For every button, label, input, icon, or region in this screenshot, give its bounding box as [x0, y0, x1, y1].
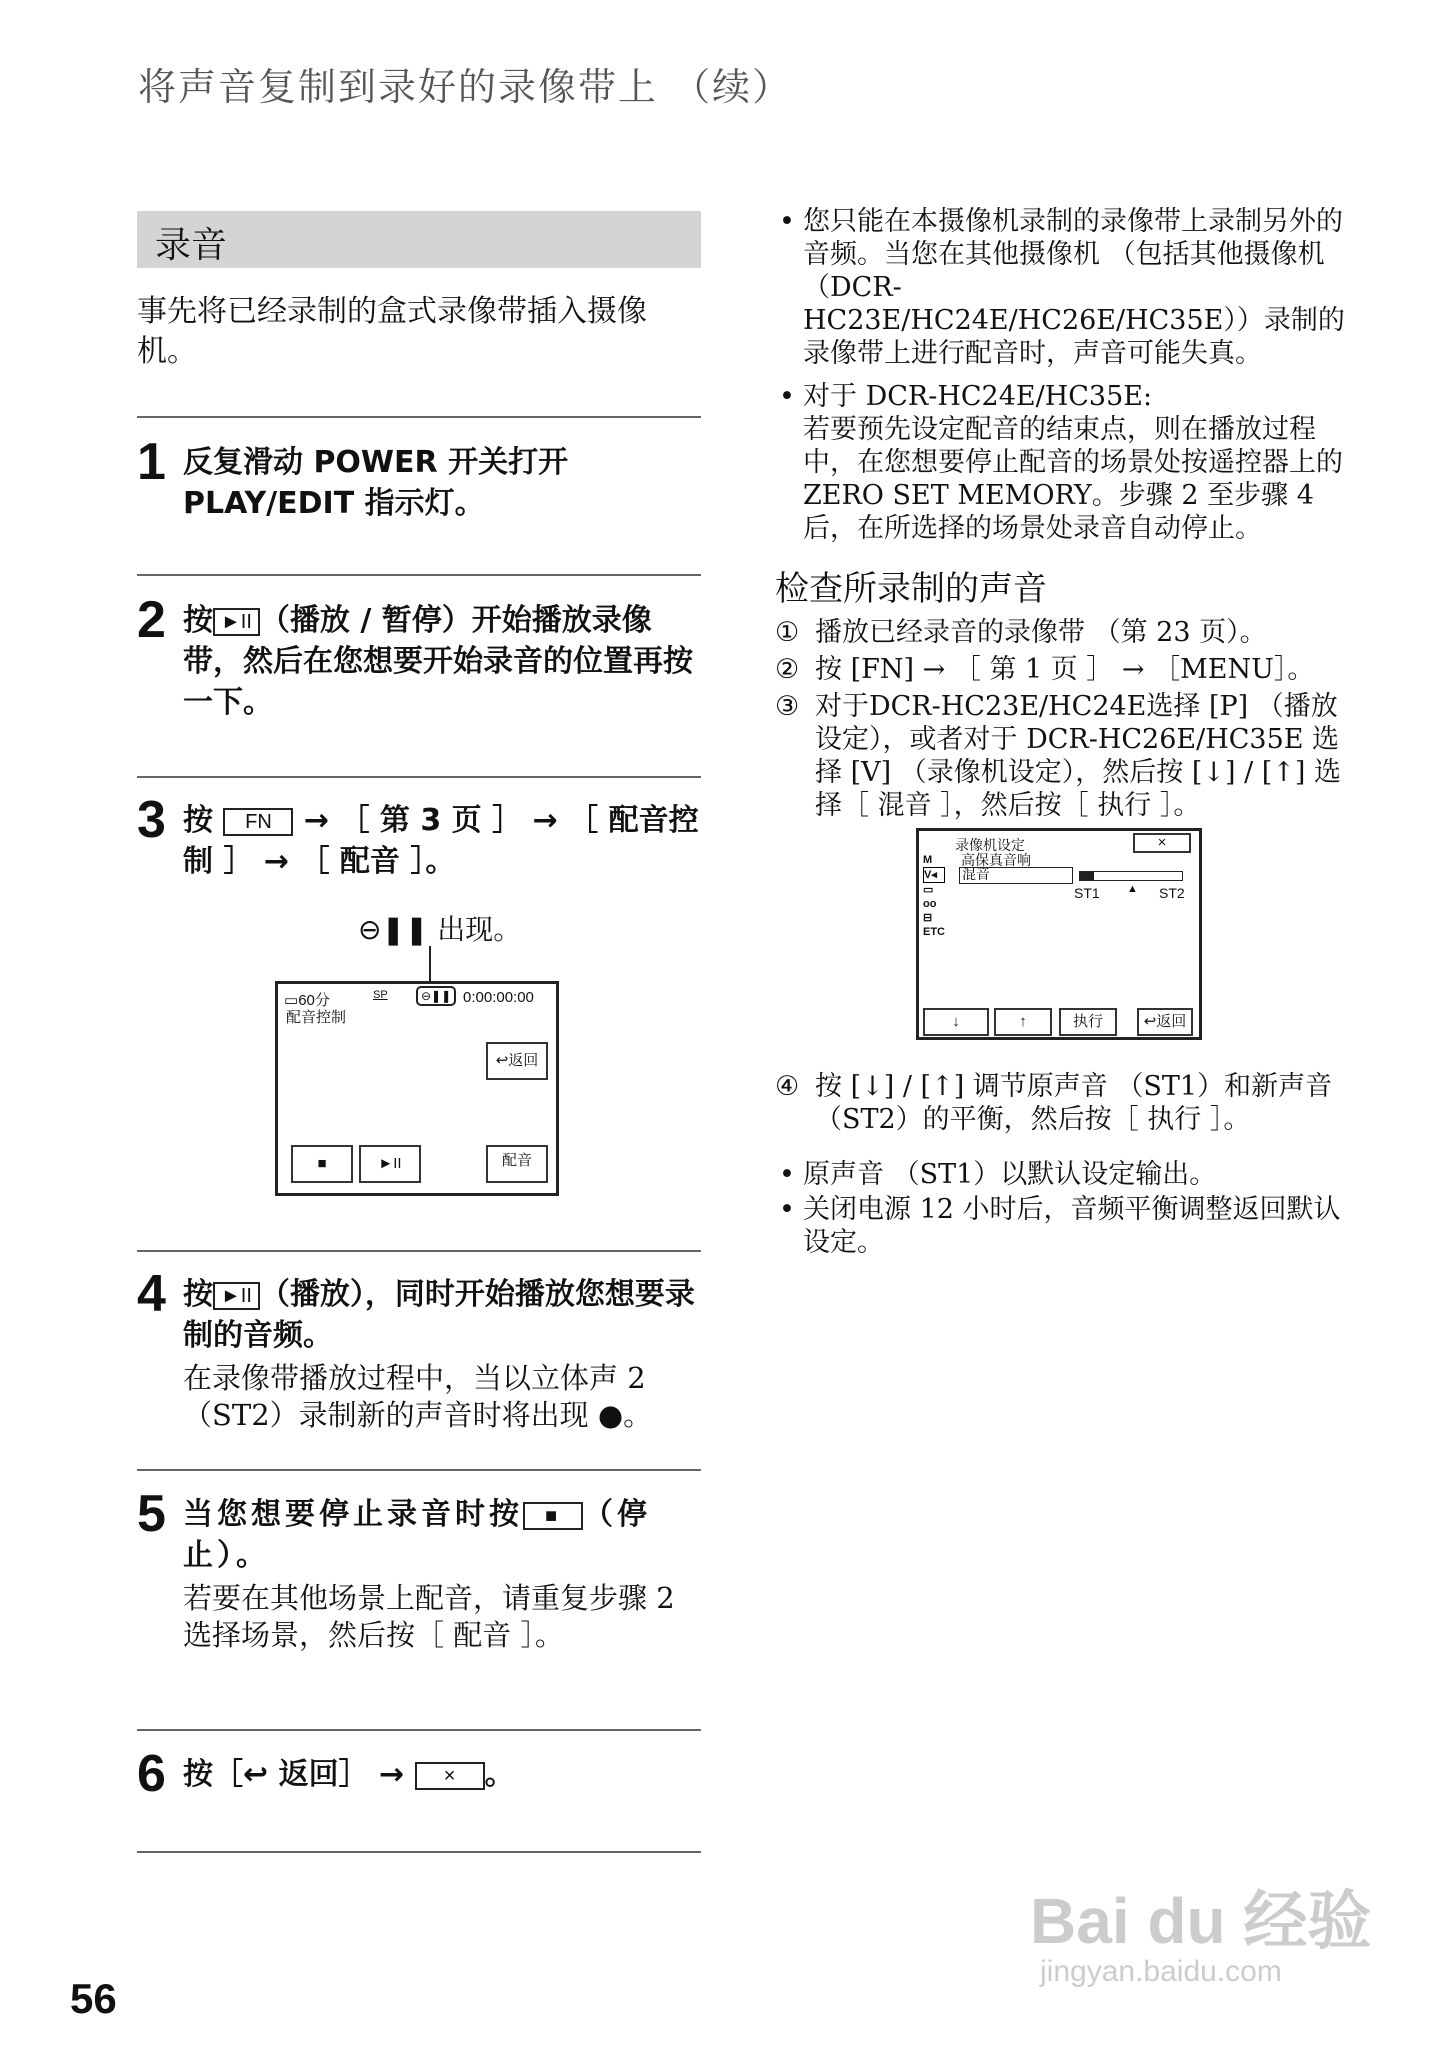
- step-note: 若要在其他场景上配音，请重复步骤 2 选择场景，然后按［ 配音 ］。: [183, 1581, 675, 1652]
- step-number: 2: [137, 591, 166, 649]
- note-bullet: • 原声音 （ST1）以默认设定输出。: [775, 1158, 1345, 1191]
- menu-title: 录像机设定: [955, 837, 1025, 853]
- execute-button[interactable]: 执行: [1059, 1008, 1117, 1036]
- vcr-settings-icon: V◂: [923, 867, 945, 883]
- note-bullet: • 关闭电源 12 小时后，音频平衡调整返回默认设定。: [775, 1193, 1345, 1259]
- step-text: 当您想要停止录音时按: [183, 1497, 523, 1532]
- toolbox-icon: ⊟: [923, 912, 933, 924]
- step-number: 4: [137, 1265, 166, 1323]
- step-2: [137, 590, 701, 723]
- step-number: 5: [137, 1485, 166, 1543]
- lcd-menu-screen: [916, 828, 1202, 1040]
- section-title: 录音: [137, 211, 701, 268]
- stop-button[interactable]: ■: [291, 1145, 353, 1183]
- battery-indicator: ▭60分: [284, 992, 330, 1009]
- fn-key: FN: [223, 808, 293, 836]
- step-text: 按: [183, 1277, 213, 1312]
- note-bullet: • 对于 DCR-HC24E/HC35E: 若要预先设定配音的结束点，则在播放过程中，在您想要停止配音的场景处按遥控器上的 ZERO SET MEMORY。步骤 2 至步骤 4 后，在所选择的场景处录音自动停止。: [775, 380, 1345, 545]
- check-step: ① 播放已经录音的录像带 （第 23 页）。: [775, 617, 1267, 648]
- divider: [137, 1250, 701, 1252]
- step-note: 在录像带播放过程中，当以立体声 2（ST2）录制新的声音时将出现 ●。: [183, 1361, 653, 1432]
- play-key: ►II: [213, 1282, 260, 1310]
- step-text: （停止）。: [183, 1497, 651, 1573]
- watermark-logo: Bai du 经验: [1030, 1885, 1372, 1957]
- divider: [137, 416, 701, 418]
- callout: [358, 908, 521, 948]
- play-pause-key: ►II: [213, 608, 260, 636]
- divider: [137, 1469, 701, 1471]
- menu-category-icons: [923, 853, 945, 939]
- dub-button[interactable]: 配音: [486, 1145, 548, 1183]
- return-button[interactable]: ↩返回: [1137, 1008, 1193, 1036]
- check-step: ③ 对于DCR-HC23E/HC24E选择 [P] （播放设定），或者对于 DCR-HC26E/HC35E 选择 [V] （录像机设定），然后按 [↓] / [↑] 选择［ 混音 ］，然后按［ 执行 ］。: [775, 691, 1342, 821]
- balance-pointer-icon: ▲: [1127, 883, 1138, 895]
- callout-text: 出现。: [437, 913, 522, 946]
- subsection-title: 检查所录制的声音: [775, 569, 1047, 609]
- divider: [137, 1851, 701, 1853]
- return-label: ↩ 返回: [243, 1757, 339, 1792]
- right-column: [775, 205, 1345, 826]
- mode-label: 配音控制: [286, 1009, 347, 1026]
- play-pause-button[interactable]: ►II: [359, 1145, 421, 1183]
- lcd-dubbing-screen: [275, 981, 559, 1196]
- return-button[interactable]: ↩返回: [486, 1042, 548, 1080]
- mix-balance-bar[interactable]: [1079, 871, 1183, 881]
- dub-indicator-icon: ⊖❚❚: [416, 986, 456, 1006]
- step-5: [137, 1484, 701, 1654]
- note-bullet: • 您只能在本摄像机录制的录像带上录制另外的音频。当您在其他摄像机 （包括其他摄像机 （DCR-HC23E/HC24E/HC26E/HC35E））录制的录像带上进行配音时，声音可能失真。: [775, 205, 1345, 370]
- watermark-url: jingyan.baidu.com: [1040, 1955, 1282, 1988]
- check-step: ④ 按 [↓] / [↑] 调节原声音 （ST1）和新声音（ST2）的平衡，然后按［ 执行 ］。: [775, 1071, 1333, 1135]
- callout-line: [429, 946, 431, 981]
- check-step: ② 按 [FN] → ［ 第 1 页 ］ → ［MENU］。: [775, 654, 1315, 685]
- divider: [137, 574, 701, 576]
- right-column-lower: [775, 1070, 1345, 1269]
- step-text: 按: [183, 803, 213, 838]
- step-text: 按［: [183, 1757, 243, 1792]
- step-text: ］ →: [338, 1757, 415, 1792]
- memory-icon: M: [923, 854, 933, 866]
- step-text: （播放），同时开始播放您想要录制的音频。: [183, 1277, 695, 1353]
- st2-label: ST2: [1159, 885, 1185, 901]
- step-text: （播放 / 暂停）开始播放录像带，然后在您想要开始录音的位置再按一下。: [183, 603, 693, 720]
- stop-key: ■: [523, 1502, 583, 1530]
- timecode: 0:00:00:00: [463, 989, 534, 1006]
- down-button[interactable]: ↓: [923, 1008, 989, 1036]
- st1-label: ST1: [1074, 885, 1100, 901]
- step-text: 按: [183, 603, 213, 638]
- divider: [137, 1729, 701, 1731]
- step-1: [137, 432, 701, 524]
- close-button[interactable]: ×: [1133, 833, 1191, 853]
- close-key: ×: [415, 1762, 485, 1790]
- step-6: [137, 1744, 701, 1803]
- up-button[interactable]: ↑: [994, 1008, 1052, 1036]
- menu-item-hifi[interactable]: 高保真音响: [961, 852, 1031, 868]
- step-4: [137, 1264, 701, 1434]
- dub-indicator-icon: ⊖❚❚: [358, 913, 429, 946]
- step-text: 。: [484, 1757, 515, 1792]
- menu-item-mix[interactable]: 混音: [959, 867, 1073, 884]
- step-number: 6: [137, 1745, 166, 1803]
- divider: [137, 776, 701, 778]
- page-header-title: 将声音复制到录好的录像带上 （续）: [138, 65, 793, 109]
- tape-icon: oo: [923, 898, 937, 910]
- sp-mode: SP: [373, 989, 388, 1001]
- step-text: → ［ 第 3 页 ］ → ［ 配音控制 ］ → ［ 配音 ］。: [183, 803, 699, 879]
- step-3: [137, 790, 701, 882]
- step-text: 反复滑动 POWER 开关打开 PLAY/EDIT 指示灯。: [183, 445, 569, 521]
- step-number: 1: [137, 433, 166, 491]
- page-number: 56: [70, 1975, 117, 2022]
- step-number: 3: [137, 791, 166, 849]
- etc-icon: ETC: [923, 926, 945, 938]
- section-intro: 事先将已经录制的盒式录像带插入摄像机。: [137, 294, 647, 369]
- camera-icon: ▭: [923, 884, 934, 896]
